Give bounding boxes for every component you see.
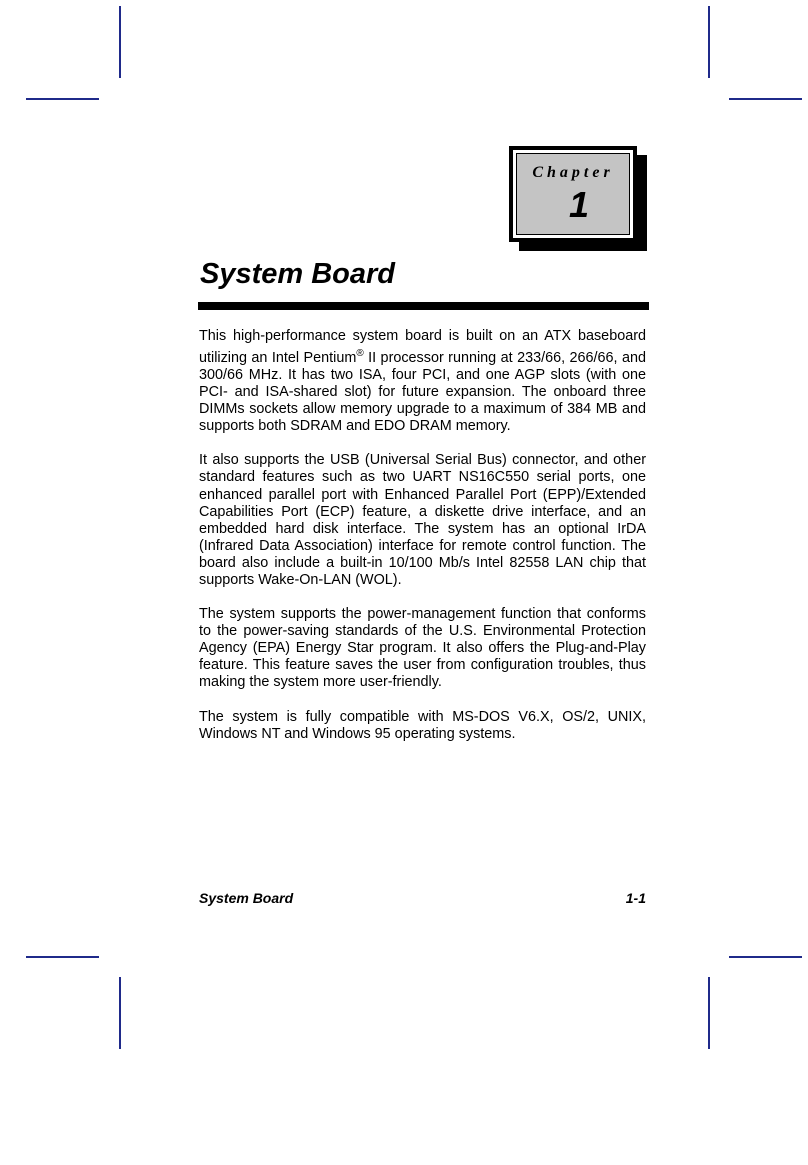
paragraph-3: The system supports the power-management function that conforms to the power-saving standards of the U.S. Environmental Protection Agency (EPA) Energy Star program. It also offers the Plug-and-Play feature. This feature saves the user from configuration troubles, thus making the system more user-friendly. — [199, 606, 646, 691]
page-title: System Board — [200, 258, 396, 290]
chapter-badge-inner — [513, 150, 633, 238]
chapter-number: 1 — [568, 184, 589, 225]
footer-section-title: System Board — [199, 890, 294, 906]
chapter-badge — [509, 146, 637, 242]
paragraph-2: It also supports the USB (Universal Serial Bus) connector, and other standard features such as two UART NS16C550 serial ports, one enhanced parallel port with Enhanced Parallel Port (EPP)/Extended Capabilities Port (ECP) feature, a diskette drive interface, and an embedded hard disk interface. The system has an optional IrDA (Infrared Data Association) interface for remote control function. The board also include a built-in 10/100 Mb/s Intel 82558 LAN chip that supports Wake-On-LAN (WOL). — [199, 452, 646, 589]
crop-mark-top-left-vertical — [119, 6, 121, 78]
registered-mark: ® — [356, 348, 364, 360]
chapter-word: Chapter — [532, 164, 614, 181]
footer-page-number: 1-1 — [625, 890, 646, 906]
chapter-badge-face — [516, 153, 630, 235]
paragraph-1-end: II processor running at 233/66, 266/66, and 300/66 MHz. It has two ISA, four PCI, and one AGP slots (with one PCI- and ISA-shared slot) for future expansion. The onboard three DIMMs sockets allow memory upgrade to a maximum of 384 MB and supports both SDRAM and EDO DRAM memory. — [199, 349, 646, 435]
paragraph-1 — [199, 328, 646, 435]
crop-mark-bottom-left-vertical — [119, 977, 121, 1049]
paragraph-1-start: This high-performance system board is built on an ATX baseboard utilizing an Intel Pentium — [199, 328, 646, 366]
crop-mark-top-right-vertical — [708, 6, 710, 78]
crop-mark-bottom-right-vertical — [708, 977, 710, 1049]
title-rule — [198, 302, 649, 310]
crop-mark-top-right-horizontal — [729, 98, 802, 100]
body-content — [199, 328, 646, 760]
paragraph-4: The system is fully compatible with MS-DOS V6.X, OS/2, UNIX, Windows NT and Windows 95 operating systems. — [199, 708, 646, 742]
crop-mark-bottom-right-horizontal — [729, 956, 802, 958]
crop-mark-top-left-horizontal — [26, 98, 99, 100]
crop-mark-bottom-left-horizontal — [26, 956, 99, 958]
